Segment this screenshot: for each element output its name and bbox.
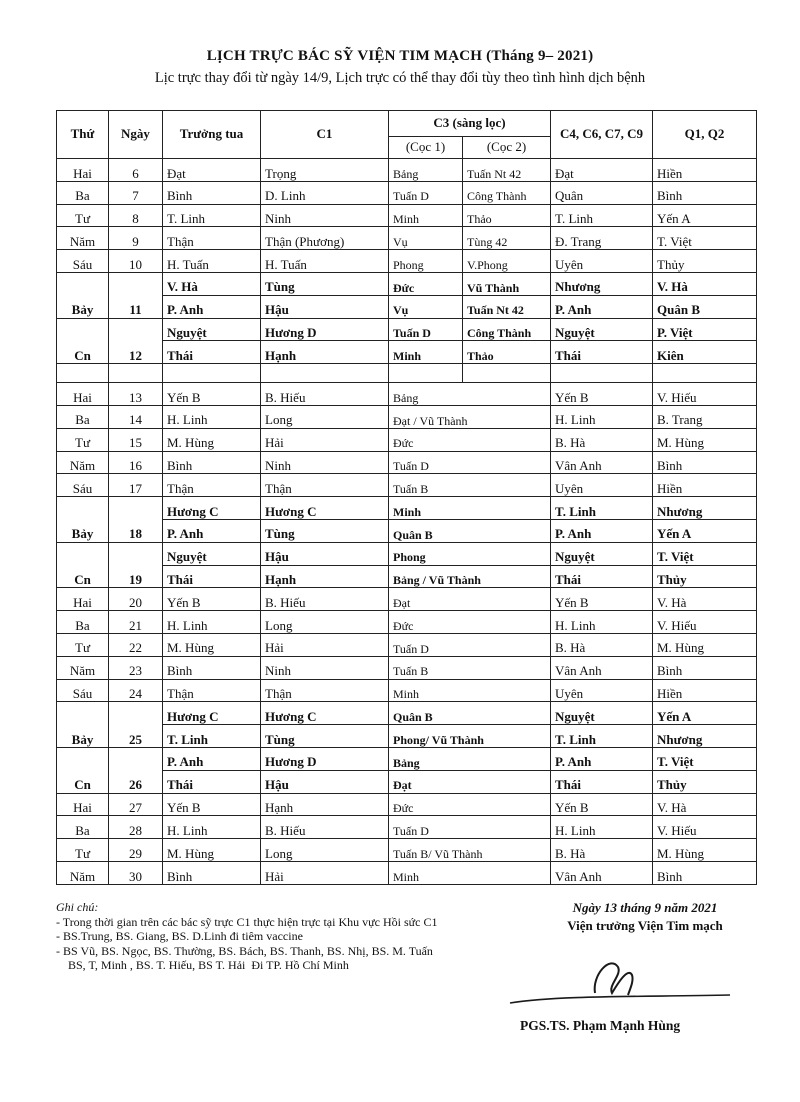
table-row: T. Linh Tùng Phong/ Vũ Thành T. Linh Nhương	[57, 725, 757, 748]
table-row: Tư 22 M. Hùng Hải Tuấn D B. Hà M. Hùng	[57, 633, 757, 656]
table-row: Thái Hạnh Minh Thảo Thái Kiên	[57, 341, 757, 364]
header-coc1: (Cọc 1)	[389, 137, 463, 159]
document-subtitle: Lịc trực thay đổi từ ngày 14/9, Lịch trực có thể thay đổi tùy theo tình hình dịch bệnh	[154, 70, 646, 86]
table-row: Năm 30 Bình Hải Minh Vân Anh Bình	[57, 861, 757, 884]
table-row: Ba 21 H. Linh Long Đức H. Linh V. Hiếu	[57, 611, 757, 634]
notes-section	[56, 900, 516, 973]
table-row: Sáu 17 Thận Thận Tuấn B Uyên Hiền	[57, 474, 757, 497]
table-row: Ba 28 H. Linh B. Hiếu Tuấn D H. Linh V. Hiếu	[57, 816, 757, 839]
table-row: Cn 26 P. Anh Hương D Bảng P. Anh T. Việt	[57, 747, 757, 770]
table-row: Cn 19 Nguyệt Hậu Phong Nguyệt T. Việt	[57, 542, 757, 565]
table-row: Ba 14 H. Linh Long Đạt / Vũ Thành H. Linh B. Trang	[57, 405, 757, 428]
header-thu: Thứ	[57, 111, 109, 159]
table-row: Bảy 11 V. Hà Tùng Đức Vũ Thành Nhương V. Hà	[57, 272, 757, 295]
table-row: Sáu 24 Thận Thận Minh Uyên Hiền	[57, 679, 757, 702]
table-row: Tư 29 M. Hùng Long Tuấn B/ Vũ Thành B. Hà M. Hùng	[57, 839, 757, 862]
sign-role: Viện trưởng Viện Tim mạch	[567, 918, 723, 933]
header-q: Q1, Q2	[653, 111, 757, 159]
table-row: Năm 16 Bình Ninh Tuấn D Vân Anh Bình	[57, 451, 757, 474]
handwritten-signature	[500, 945, 740, 1015]
table-row: Thái Hậu Đạt Thái Thủy	[57, 770, 757, 793]
table-row: Tư 15 M. Hùng Hải Đức B. Hà M. Hùng	[57, 428, 757, 451]
header-ngay: Ngày	[109, 111, 163, 159]
note-line: - BS.Trung, BS. Giang, BS. D.Linh đi tiêm vaccine	[56, 929, 303, 943]
table-row: Hai 6 Đạt Trọng Bảng Tuấn Nt 42 Đạt Hiền	[57, 159, 757, 182]
table-row: P. Anh Hậu Vụ Tuấn Nt 42 P. Anh Quân B	[57, 295, 757, 318]
header-c1: C1	[261, 111, 389, 159]
table-row: P. Anh Tùng Quân B P. Anh Yến A	[57, 519, 757, 542]
table-row: Năm 23 Bình Ninh Tuấn B Vân Anh Bình	[57, 656, 757, 679]
table-row: Hai 20 Yến B B. Hiếu Đạt Yến B V. Hà	[57, 588, 757, 611]
table-row: Hai 13 Yến B B. Hiếu Bảng Yến B V. Hiếu	[57, 383, 757, 406]
table-row: Hai 27 Yến B Hạnh Đức Yến B V. Hà	[57, 793, 757, 816]
notes-heading: Ghi chú:	[56, 900, 99, 914]
table-row: Sáu 10 H. Tuấn H. Tuấn Phong V.Phong Uyên Thủy	[57, 250, 757, 273]
header-coc2: (Cọc 2)	[463, 137, 551, 159]
table-row: Bảy 18 Hương C Hương C Minh T. Linh Nhương	[57, 497, 757, 520]
table-row: Cn 12 Nguyệt Hương D Tuấn D Công Thành Nguyệt P. Việt	[57, 318, 757, 341]
note-line: BS, T, Minh , BS. T. Hiếu, BS T. Hải Đi TP. Hồ Chí Minh	[56, 958, 349, 972]
spacer-row	[57, 364, 757, 383]
table-row: Năm 9 Thận Thận (Phương) Vụ Tùng 42 Đ. Trang T. Việt	[57, 227, 757, 250]
table-row: Ba 7 Bình D. Linh Tuấn D Công Thành Quân Bình	[57, 181, 757, 204]
table-row: Tư 8 T. Linh Ninh Minh Thảo T. Linh Yến A	[57, 204, 757, 227]
sign-date: Ngày 13 tháng 9 năm 2021	[572, 900, 718, 915]
note-line: - BS Vũ, BS. Ngọc, BS. Thường, BS. Bách, BS. Thanh, BS. Nhị, BS. M. Tuấn	[56, 943, 433, 958]
signature-block	[530, 900, 760, 934]
table-row: Bảy 25 Hương C Hương C Quân B Nguyệt Yến A	[57, 702, 757, 725]
signer-name: PGS.TS. Phạm Mạnh Hùng	[520, 1018, 681, 1033]
duty-schedule-table	[56, 110, 757, 885]
table-row: Thái Hạnh Bảng / Vũ Thành Thái Thủy	[57, 565, 757, 588]
header-truong-tua: Trưởng tua	[163, 111, 261, 159]
note-line: - Trong thời gian trên các bác sỹ trực C1 thực hiện trực tại Khu vực Hồi sức C1	[56, 914, 438, 929]
document-title: LỊCH TRỰC BÁC SỸ VIỆN TIM MẠCH (Tháng 9– 2021)	[206, 48, 594, 64]
header-c3: C3 (sàng lọc)	[389, 111, 551, 137]
header-c4: C4, C6, C7, C9	[551, 111, 653, 159]
